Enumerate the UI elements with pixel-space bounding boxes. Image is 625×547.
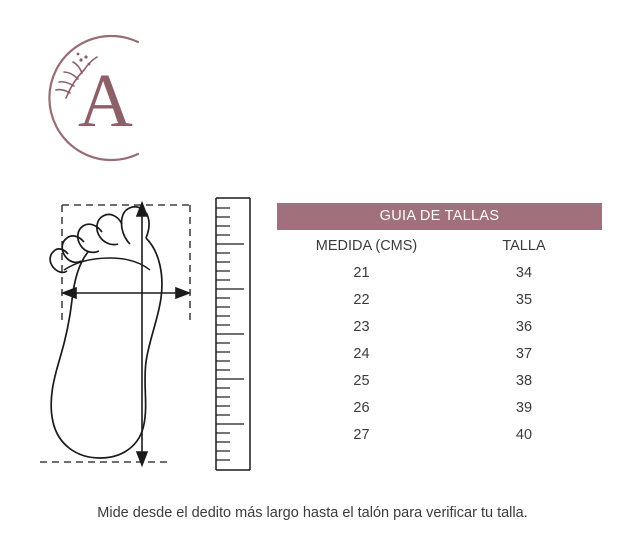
cell-talla: 38 <box>515 373 533 390</box>
table-title: GUIA DE TALLAS <box>277 203 602 230</box>
brand-logo <box>18 14 188 169</box>
cell-medida: 22 <box>353 292 370 309</box>
logo-letter: A <box>78 59 133 143</box>
cell-medida: 21 <box>353 265 370 281</box>
cell-talla: 40 <box>515 427 533 444</box>
cell-medida: 27 <box>353 427 370 444</box>
column-header-talla: TALLA <box>502 238 546 254</box>
width-measure-arrow <box>63 288 189 298</box>
cell-medida: 24 <box>353 346 370 363</box>
foot-measure-diagram <box>18 190 263 475</box>
table-column-header-row <box>277 230 602 260</box>
table-row <box>277 287 602 314</box>
cell-talla: 39 <box>515 400 533 417</box>
cell-talla: 35 <box>515 292 533 309</box>
ruler-scale <box>216 198 250 470</box>
cell-talla: 37 <box>515 346 533 363</box>
cell-talla: 36 <box>515 319 533 336</box>
table-row <box>277 314 602 341</box>
cell-medida: 26 <box>353 400 370 417</box>
table-row <box>277 422 602 449</box>
table-row <box>277 395 602 422</box>
cell-medida: 25 <box>353 373 370 390</box>
foot-outline <box>50 207 162 458</box>
cell-talla: 34 <box>515 265 533 281</box>
foot-diagram-graphic <box>18 190 263 475</box>
column-header-medida: MEDIDA (CMS) <box>315 238 418 254</box>
table-row <box>277 368 602 395</box>
cell-medida: 23 <box>353 319 370 336</box>
size-guide-table <box>277 203 602 449</box>
logo-graphic <box>18 14 188 169</box>
table-row <box>277 341 602 368</box>
length-measure-arrow <box>137 203 147 465</box>
table-header-row <box>277 203 602 230</box>
table-row <box>277 260 602 287</box>
instruction-note: Mide desde el dedito más largo hasta el talón para verificar tu talla. <box>97 505 528 521</box>
